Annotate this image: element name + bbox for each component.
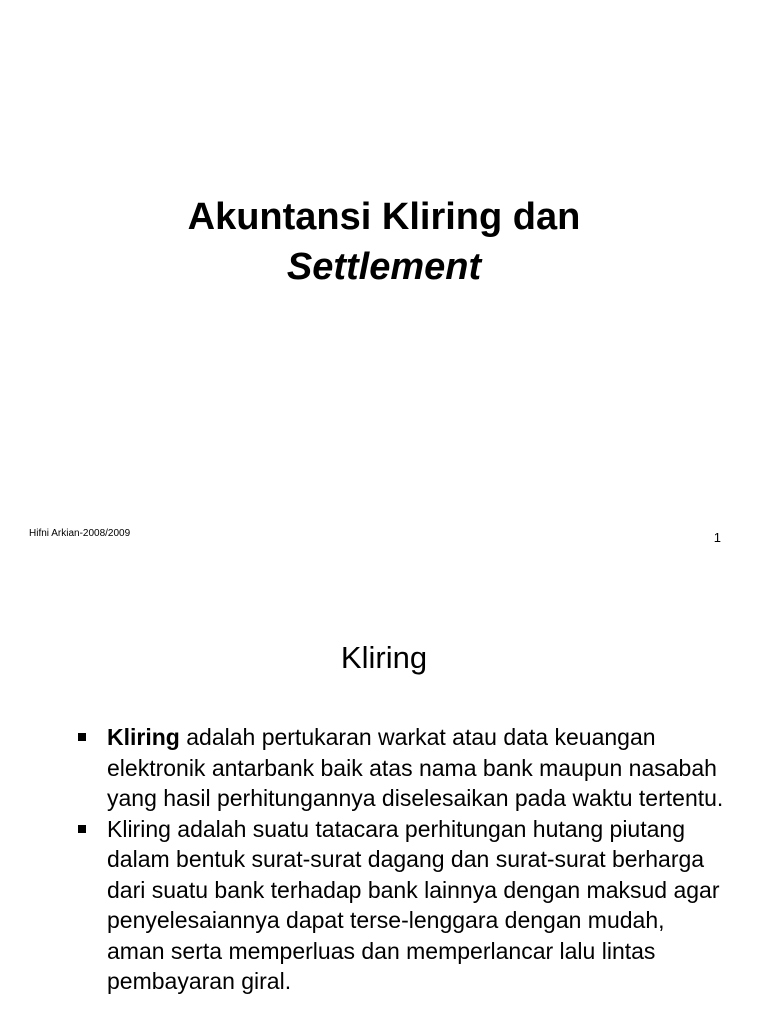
title-line-2: Settlement [286,246,482,288]
bullet-item-2 [78,814,728,997]
title-line-1: Akuntansi Kliring dan [187,196,581,238]
bullet-item-1 [78,722,728,814]
bullet-list [78,722,728,997]
page-number: 1 [713,530,721,545]
square-bullet-icon [78,733,86,741]
slide-title [0,192,768,292]
bullet-term: Kliring [107,724,180,750]
square-bullet-icon [78,825,86,833]
footer-author: Hifni Arkian-2008/2009 [29,528,131,539]
bullet-text-2: Kliring adalah suatu tatacara perhitungan hutang piutang dalam bentuk surat-surat dagang dan surat-surat berharga dari suatu bank terhadap bank lainnya dengan maksud agar penyelesaiannya dapat terse-lenggara dengan mudah, aman serta memperluas dan memperlancar lalu lintas pembayaran giral. [107,815,720,994]
section-title: Kliring [340,640,428,675]
bullet-text-1: adalah pertukaran warkat atau data keuangan elektronik antarbank baik atas nama bank maupun nasabah yang hasil perhitungannya diselesaikan pada waktu tertentu. [107,724,724,811]
